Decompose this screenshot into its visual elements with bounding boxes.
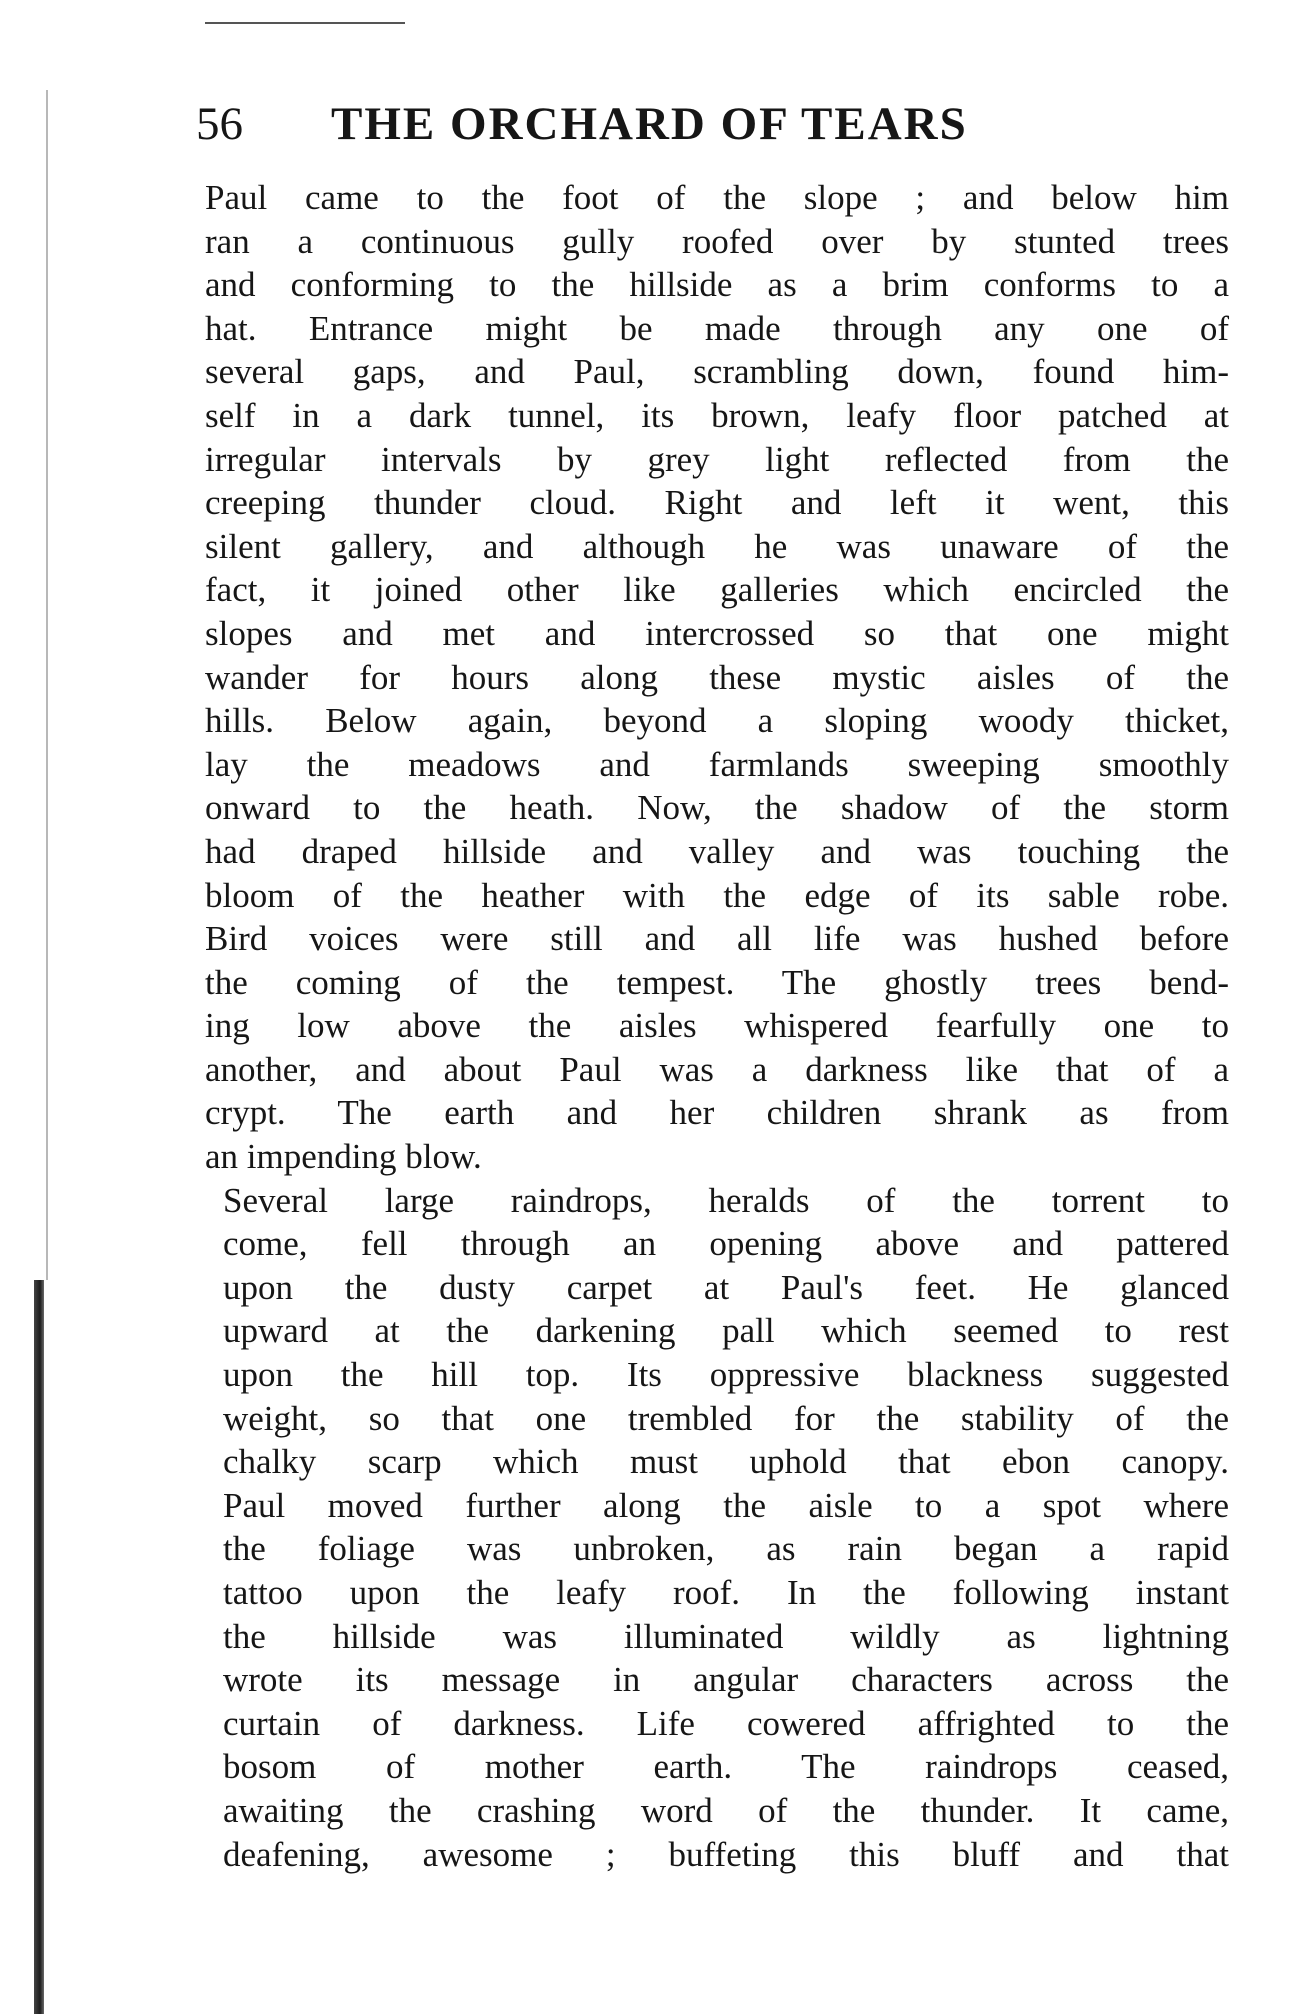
text-line: and conforming to the hillside as a brim conforms to a xyxy=(205,265,1229,305)
text-line: bosom of mother earth. The raindrops ceased, xyxy=(223,1747,1229,1787)
text-line: fact, it joined other like galleries which encircled the xyxy=(205,570,1229,610)
body-text xyxy=(205,176,1229,1876)
text-line: several gaps, and Paul, scrambling down, found him- xyxy=(205,352,1229,392)
text-line: Paul came to the foot of the slope ; and below him xyxy=(205,178,1229,217)
text-line: hills. Below again, beyond a sloping woody thicket, xyxy=(205,701,1229,741)
text-line: the foliage was unbroken, as rain began a rapid xyxy=(223,1529,1229,1569)
text-line: weight, so that one trembled for the stability of the xyxy=(223,1398,1229,1438)
paragraph-2 xyxy=(205,1179,1229,1877)
text-line: creeping thunder cloud. Right and left it went, this xyxy=(205,483,1229,523)
running-title: THE ORCHARD OF TEARS xyxy=(331,98,968,150)
text-line: bloom of the heather with the edge of its sable robe. xyxy=(205,875,1229,915)
text-line: the coming of the tempest. The ghostly trees bend- xyxy=(205,962,1229,1002)
text-line: curtain of darkness. Life cowered affrighted to the xyxy=(223,1703,1229,1743)
text-line: hat. Entrance might be made through any one of xyxy=(205,308,1229,348)
binding-shadow-line xyxy=(46,90,48,1280)
text-line: awaiting the crashing word of the thunder. It came, xyxy=(223,1790,1229,1830)
text-line: upon the hill top. Its oppressive blackness suggested xyxy=(223,1355,1229,1395)
text-line: had draped hillside and valley and was touching the xyxy=(205,831,1229,871)
text-line: an impending blow. xyxy=(205,1137,482,1177)
text-line: Paul moved further along the aisle to a spot where xyxy=(223,1485,1229,1525)
text-line: crypt. The earth and her children shrank as from xyxy=(205,1093,1229,1133)
text-line: irregular intervals by grey light reflected from the xyxy=(205,439,1229,479)
text-line: the hillside was illuminated wildly as lightning xyxy=(223,1616,1229,1656)
page-header xyxy=(196,94,1086,154)
text-line: chalky scarp which must uphold that ebon canopy. xyxy=(223,1442,1229,1482)
text-line: onward to the heath. Now, the shadow of the storm xyxy=(205,788,1229,828)
text-line: deafening, awesome ; buffeting this bluff and that xyxy=(223,1834,1229,1874)
top-rule xyxy=(205,22,405,24)
text-line: self in a dark tunnel, its brown, leafy floor patched at xyxy=(205,395,1229,435)
text-line: lay the meadows and farmlands sweeping smoothly xyxy=(205,744,1229,784)
text-line: another, and about Paul was a darkness like that of a xyxy=(205,1049,1229,1089)
text-line: Several large raindrops, heralds of the torrent to xyxy=(223,1180,1229,1220)
text-line: ing low above the aisles whispered fearfully one to xyxy=(205,1006,1229,1046)
text-line: wander for hours along these mystic aisles of the xyxy=(205,657,1229,697)
text-line: Bird voices were still and all life was hushed before xyxy=(205,919,1229,959)
text-line: silent gallery, and although he was unaware of the xyxy=(205,526,1229,566)
binding-edge xyxy=(34,1280,44,2014)
page-number: 56 xyxy=(196,98,243,150)
text-line: wrote its message in angular characters across the xyxy=(223,1660,1229,1700)
text-line: upward at the darkening pall which seemed to rest xyxy=(223,1311,1229,1351)
text-line: tattoo upon the leafy roof. In the following instant xyxy=(223,1573,1229,1612)
text-line: upon the dusty carpet at Paul's feet. He glanced xyxy=(223,1267,1229,1307)
text-line: ran a continuous gully roofed over by stunted trees xyxy=(205,221,1229,261)
text-line: slopes and met and intercrossed so that one might xyxy=(205,613,1229,653)
paragraph-1 xyxy=(205,176,1229,1179)
text-line: come, fell through an opening above and pattered xyxy=(223,1224,1229,1264)
